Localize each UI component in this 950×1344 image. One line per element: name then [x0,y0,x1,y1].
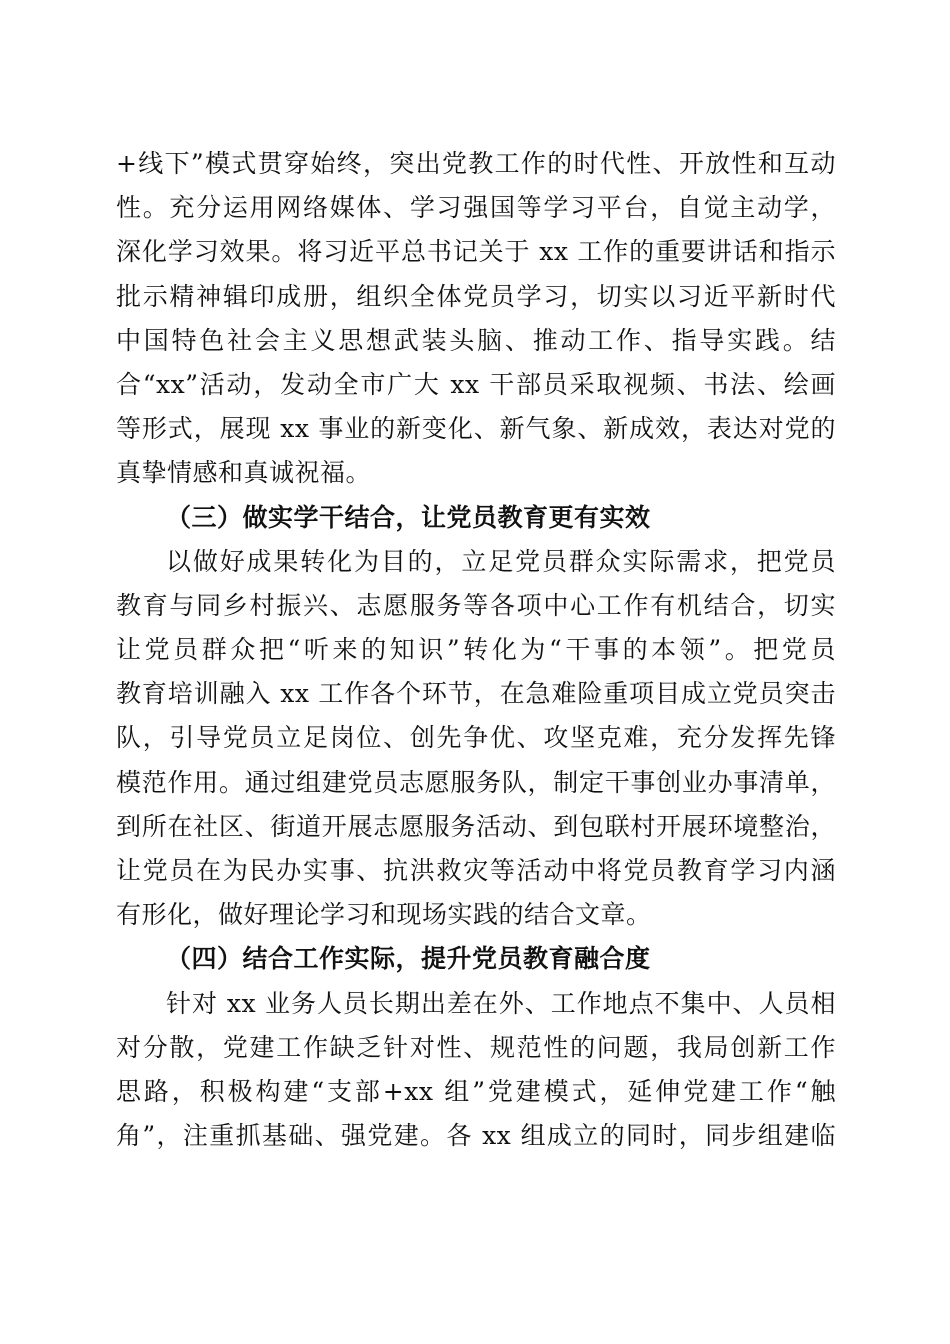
paragraph-line: 针对 xx 业务人员长期出差在外、工作地点不集中、人员相 [166,988,836,1018]
paragraph-line: 教育培训融入 xx 工作各个环节，在急难险重项目成立党员突击 [116,679,836,709]
paragraph-line: 性。充分运用网络媒体、学习强国等学习平台，自觉主动学， [116,193,836,223]
paragraph-line: 教育与同乡村振兴、志愿服务等各项中心工作有机结合，切实 [116,590,836,620]
paragraph-line: 思路，积极构建“支部+xx 组”党建模式，延伸党建工作“触 [116,1076,836,1106]
paragraph-line: 有形化，做好理论学习和现场实践的结合文章。 [116,900,652,930]
paragraph-line: 深化学习效果。将习近平总书记关于 xx 工作的重要讲话和指示 [116,237,836,267]
paragraph-line: 到所在社区、街道开展志愿服务活动、到包联村开展环境整治， [116,811,836,841]
paragraph-line: 角”，注重抓基础、强党建。各 xx 组成立的同时，同步组建临 [116,1121,836,1151]
paragraph-line: 批示精神辑印成册，组织全体党员学习，切实以习近平新时代 [116,281,836,311]
paragraph-line: 队，引导党员立足岗位、创先争优、攻坚克难，充分发挥先锋 [116,723,836,753]
paragraph-line: 模范作用。通过组建党员志愿服务队，制定干事创业办事清单， [116,767,836,797]
paragraph-line: 对分散，党建工作缺乏针对性、规范性的问题，我局创新工作 [116,1032,836,1062]
document-body [116,142,836,1158]
section-heading-4: （四）结合工作实际，提升党员教育融合度 [166,944,651,974]
paragraph-line: 真挚情感和真诚祝福。 [116,458,372,488]
paragraph-line: 中国特色社会主义思想武装头脑、推动工作、指导实践。结 [116,325,836,355]
paragraph-line: 以做好成果转化为目的，立足党员群众实际需求，把党员 [166,546,836,576]
paragraph-line: 让党员在为民办实事、抗洪救灾等活动中将党员教育学习内涵 [116,856,836,885]
paragraph-line: 合“xx”活动，发动全市广大 xx 干部员采取视频、书法、绘画 [116,369,836,399]
paragraph-line: +线下”模式贯穿始终，突出党教工作的时代性、开放性和互动 [116,149,836,178]
paragraph-line: 让党员群众把“听来的知识”转化为“干事的本领”。把党员 [116,635,836,665]
paragraph-line: 等形式，展现 xx 事业的新变化、新气象、新成效，表达对党的 [116,414,836,444]
section-heading-3: （三）做实学干结合，让党员教育更有实效 [166,502,651,532]
